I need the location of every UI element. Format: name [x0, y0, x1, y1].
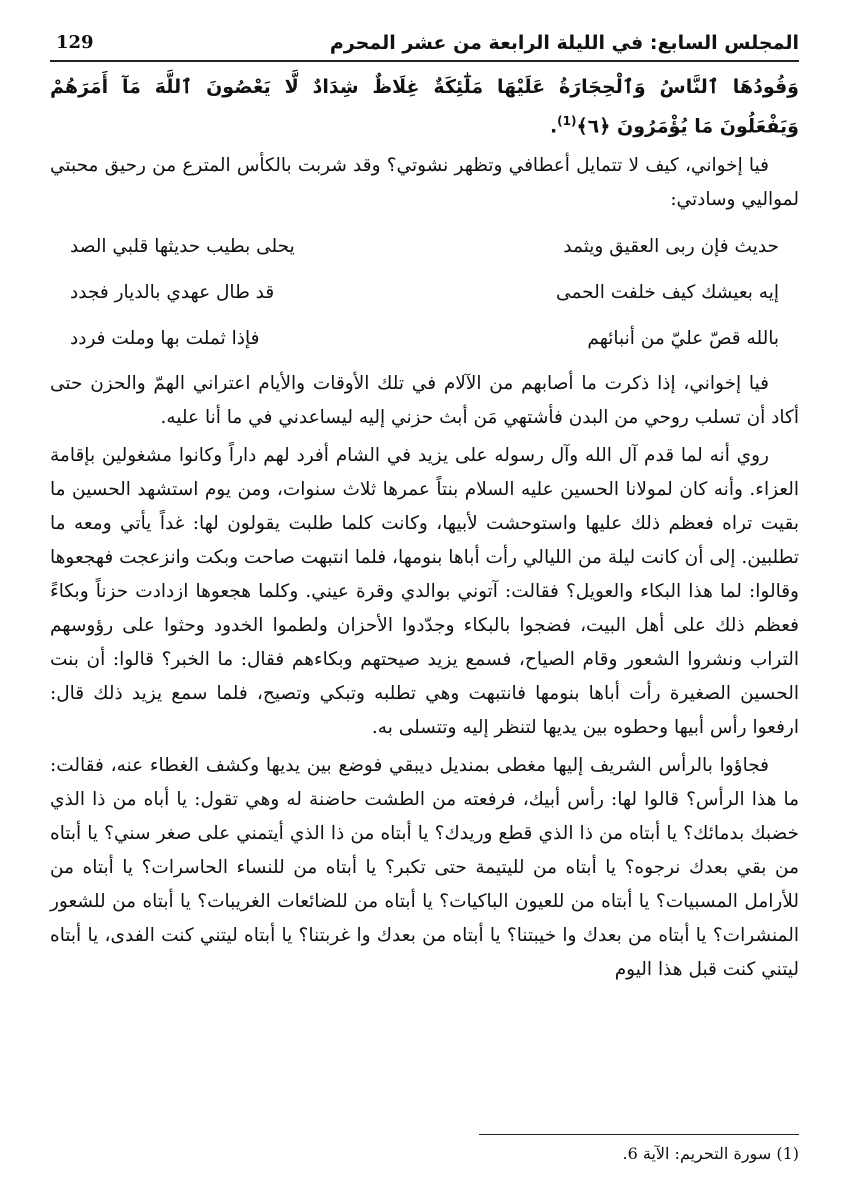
page-number: 129 [56, 32, 94, 53]
poem-verse [50, 315, 799, 361]
footnote [623, 1144, 800, 1163]
verse-first-hemistich: حديث فإن ربى العقيق ويثمد [563, 235, 779, 257]
verse-second-hemistich: يحلى بطيب حديثها قلبي الصد [70, 235, 295, 257]
poem-verse [50, 269, 799, 315]
footnote-text: سورة التحريم: الآية 6. [622, 1144, 772, 1163]
quran-verse: وَقُودُهَا ٱلنَّاسُ وَٱلْحِجَارَةُ عَلَيْهَا مَلَٰٓئِكَةٌ غِلَاظٌ شِدَادٌ لَّا يَعْصُونَ ٱللَّهَ مَآ أَمَرَهُمْ وَيَفْعَلُونَ مَا يُؤْمَرُونَ ﴿٦﴾$^{(1)}$. [50, 76, 799, 138]
main-text [50, 70, 799, 991]
paragraph: روي أنه لما قدم آل الله وآل رسوله على يزيد في الشام أفرد لهم داراً وكانوا مشغولين بإقامة العزاء. وأنه كان لمولانا الحسين عليه السلام بنتاً عمرها ثلاث سنوات، ومن يوم استشهد الحسين ما بقيت تراه فعظم ذلك عليها واستوحشت لأبيها، وكانت كلما طلبت يقولون لها: غداً يأتي ومعه ما تطلبين. إلى أن كانت ليلة من الليالي رأت أباها بنومها، فلما انتبهت صاحت وبكت وانزعجت فهجعوها وقالوا: لما هذا البكاء والعويل؟ فقالت: آتوني بوالدي وقرة عيني. وكلما هجعوها ازدادت حزناً وبكاءً فعظم ذلك على أهل البيت، فضجوا بالبكاء وجدّدوا الأحزان ولطموا الخدود وحثوا على رؤوسهم التراب ونشروا الشعور وقام الصياح، فسمع يزيد صيحتهم وبكاءهم فقال: ما الخبر؟ قالوا: أن بنت الحسين الصغيرة رأت أباها بنومها فانتبهت وهي تطلبه وتبكي وتصيح، فلما سمع يزيد ذلك قال: ارفعوا رأس أبيها وحطوه بين يديها لتنظر إليه وتتسلى به. [50, 445, 799, 739]
running-header [50, 28, 799, 62]
paragraph: فجاؤوا بالرأس الشريف إليها مغطى بمنديل ديبقي فوضع بين يديها وكشف الغطاء عنه، فقالت: ما هذا الرأس؟ قالوا لها: رأس أبيك، فرفعته من الطشت حاضنة له وهي تقول: يا أباه من ذا الذي خضبك بدمائك؟ يا أبتاه من ذا الذي قطع وريدك؟ يا أبتاه من ذا الذي أيتمني على صغر سني؟ يا أبتاه من بقي بعدك نرجوه؟ يا أبتاه من لليتيمة حتى تكبر؟ يا أبتاه من للنساء الحاسرات؟ يا أبتاه من للأرامل المسبيات؟ يا أبتاه من للعيون الباكيات؟ يا أبتاه من للضائعات الغريبات؟ يا أبتاه من للشعور المنشرات؟ يا أبتاه من بعدك وا خيبتنا؟ يا أبتاه من بعدك وا غربتنا؟ يا أبتاه ليتني كنت الفدى، يا أبتاه ليتني كنت قبل هذا اليوم [50, 755, 799, 981]
verse-second-hemistich: فإذا ثملت بها وملت فردد [70, 327, 260, 349]
verse-second-hemistich: قد طال عهدي بالديار فجدد [70, 281, 275, 303]
poem-verse [50, 223, 799, 269]
poem [50, 223, 799, 361]
quran-verse-text: وَقُودُهَا ٱلنَّاسُ وَٱلْحِجَارَةُ عَلَيْهَا مَلَٰٓئِكَةٌ غِلَاظٌ شِدَادٌ لَّا يَعْصُونَ ٱللَّهَ مَآ أَمَرَهُمْ وَيَفْعَلُونَ مَا يُؤْمَرُونَ ﴿٦﴾ [50, 76, 799, 138]
footnote-reference: (1) [557, 114, 577, 128]
paragraph: فيا إخواني، كيف لا تتمايل أعطافي وتظهر نشوتي؟ وقد شربت بالكأس المترع من رحيق محبتي لموالیي وسادتي: [50, 155, 799, 211]
verse-first-hemistich: إيه بعيشك كيف خلفت الحمى [556, 281, 779, 303]
verse-first-hemistich: بالله قصّ عليّ من أنبائهم [587, 327, 779, 349]
footnote-marker: (1) [776, 1144, 799, 1163]
footnote-divider [479, 1134, 799, 1135]
chapter-title: المجلس السابع: في الليلة الرابعة من عشر المحرم [329, 32, 799, 54]
paragraph: فيا إخواني، إذا ذكرت ما أصابهم من الآلام في تلك الأوقات والأيام اعتراني الهمّ والحزن حتى أكاد أن تسلب روحي من البدن فأشتهي مَن أبث حزني إليه ليساعدني في ما أنا عليه. [50, 373, 799, 429]
